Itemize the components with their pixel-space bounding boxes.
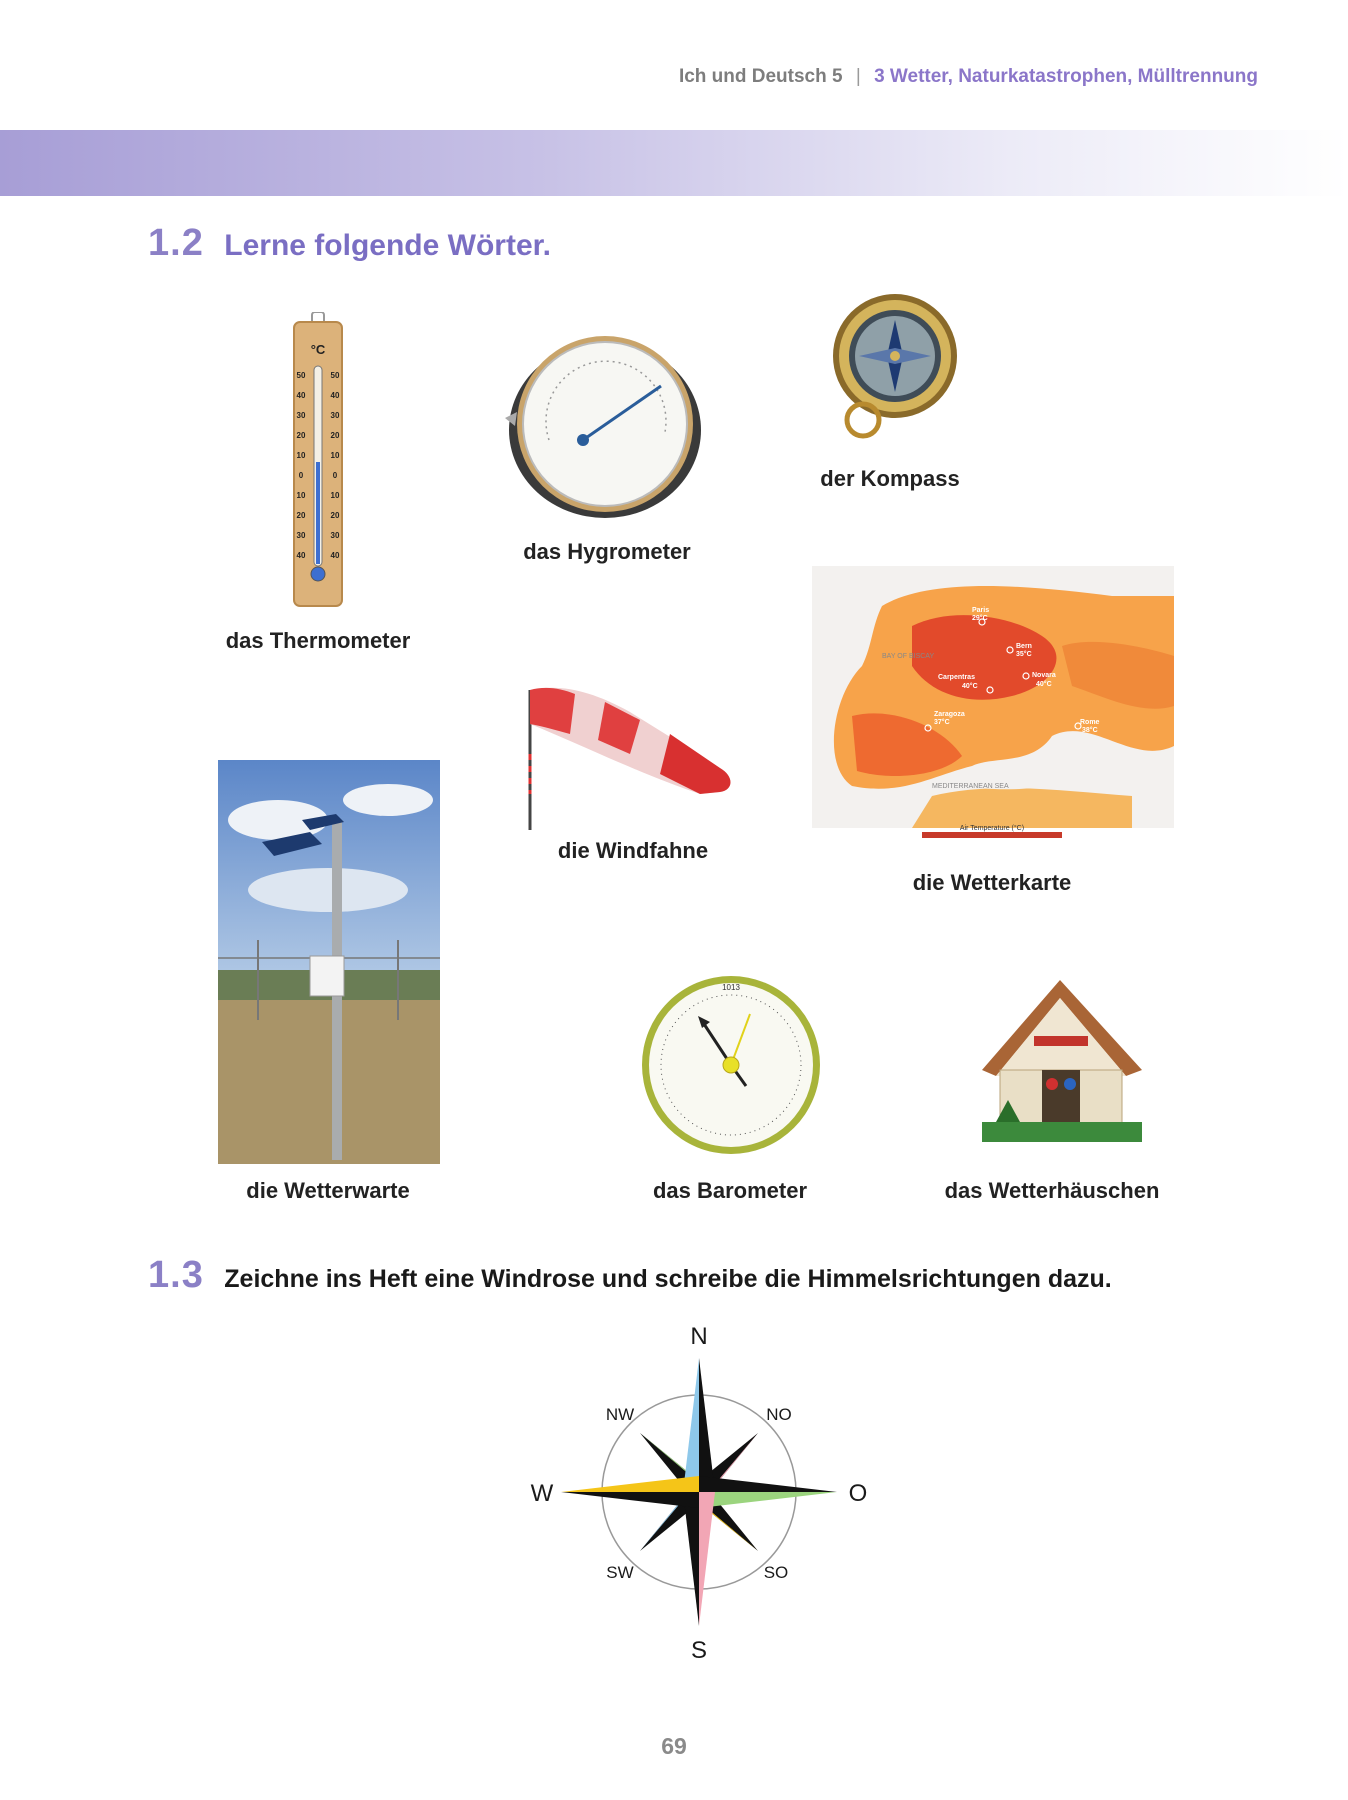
section-number: 1.2 [148,222,204,264]
hygrometer-image [505,332,705,522]
book-title: Ich und Deutsch 5 [678,66,843,87]
section-1-3-heading [148,1254,1112,1297]
barometer-top-label: 1013 [722,983,740,992]
thermometer-tick-label: 20 [296,511,306,520]
map-city-bern: Bern [1016,643,1032,650]
caption-wetterhaeuschen: das Wetterhäuschen [944,1178,1160,1203]
thermometer-unit: °C [310,342,326,357]
map-city-rome: Rome [1080,719,1100,726]
thermometer-tick-label: 50 [330,371,340,380]
running-header [679,66,1258,88]
caption-thermometer: das Thermometer [225,628,411,653]
map-temp-zaragoza: 37°C [934,719,950,726]
map-legend-label: Air Temperature (°C) [959,825,1025,832]
windrose-label-w: W [530,1480,554,1507]
windrose-label-o: O [848,1480,868,1507]
map-temp-bern: 35°C [1016,651,1032,658]
windrose-label-so: SO [763,1563,789,1582]
thermometer-tick-label: 10 [296,451,306,460]
windrose-label-no: NO [766,1405,792,1424]
thermometer-tick-label: 20 [296,431,306,440]
kompass-image [825,294,965,440]
caption-wetterwarte: die Wetterwarte [246,1178,410,1203]
wetterkarte-image [812,566,1174,846]
thermometer-tick-label: 30 [296,411,306,420]
map-temp-paris: 29°C [972,615,988,622]
thermometer-tick-label: 40 [330,551,340,560]
section-title: Zeichne ins Heft eine Windrose und schreibe die Himmelsrichtungen dazu. [224,1265,1112,1293]
thermometer-tick-label: 0 [332,471,338,480]
section-title: Lerne folgende Wörter. [224,229,551,262]
header-band [0,130,1348,196]
chapter-title: 3 Wetter, Naturkatastrophen, Mülltrennung [874,66,1258,87]
thermometer-tick-label: 10 [296,491,306,500]
thermometer-tick-label: 10 [330,491,340,500]
thermometer-tick-label: 30 [296,531,306,540]
map-sea-label: MEDITERRANEAN SEA [932,783,1009,790]
thermometer-tick-label: 20 [330,431,340,440]
map-temp-carpentras: 40°C [962,683,978,690]
windrose-label-s: S [690,1637,708,1664]
thermometer-tick-label: 10 [330,451,340,460]
map-city-novara: Novara [1032,672,1056,679]
thermometer-image [292,312,344,608]
caption-kompass: der Kompass [820,466,960,491]
barometer-image [640,974,822,1156]
windrose-label-nw: NW [605,1405,635,1424]
map-city-paris: Paris [972,607,990,614]
map-temp-rome: 38°C [1082,727,1098,734]
thermometer-tick-label: 50 [296,371,306,380]
thermometer-tick-label: 30 [330,411,340,420]
map-city-carpentras: Carpentras [938,674,975,681]
section-1-2-heading [148,222,551,265]
map-city-zaragoza: Zaragoza [934,711,965,718]
map-temp-novara: 40°C [1036,681,1052,688]
windrose-diagram [512,1320,892,1670]
caption-windfahne: die Windfahne [557,838,709,863]
windrose-label-sw: SW [606,1563,634,1582]
page-number: 69 [661,1733,687,1759]
wetterwarte-image [218,760,440,1164]
header-separator: | [855,66,861,87]
map-bay-label: BAY OF BISCAY [882,653,935,660]
section-number: 1.3 [148,1254,204,1296]
thermometer-tick-label: 40 [296,391,306,400]
caption-hygrometer: das Hygrometer [523,539,691,564]
thermometer-tick-label: 40 [330,391,340,400]
caption-wetterkarte: die Wetterkarte [912,870,1072,895]
thermometer-tick-label: 40 [296,551,306,560]
wetterhaeuschen-image [982,980,1142,1146]
thermometer-tick-label: 30 [330,531,340,540]
windfahne-image [520,684,742,832]
windrose-label-n: N [690,1323,708,1350]
thermometer-tick-label: 20 [330,511,340,520]
thermometer-tick-label: 0 [298,471,304,480]
caption-barometer: das Barometer [652,1178,808,1203]
